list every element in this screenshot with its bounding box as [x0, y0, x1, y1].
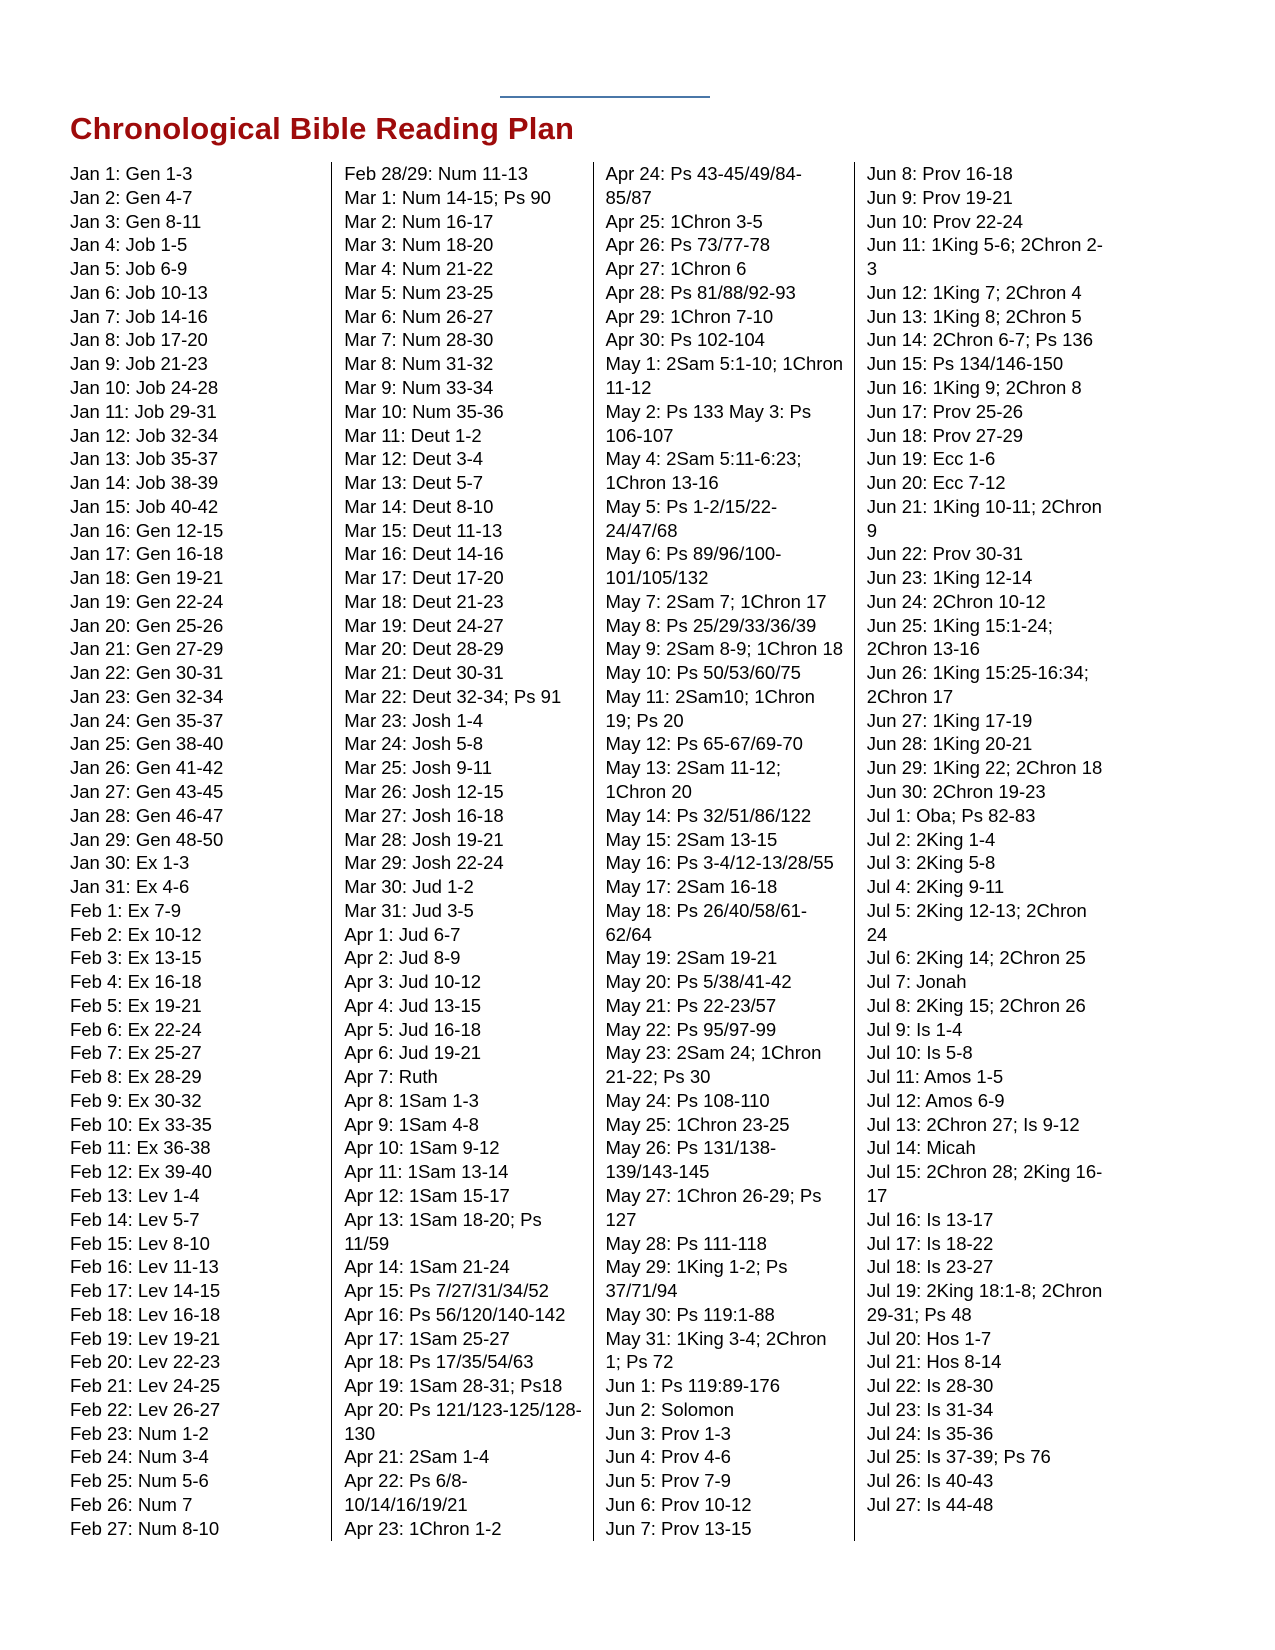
reading-plan-entry: May 22: Ps 95/97-99 [605, 1018, 777, 1040]
reading-plan-entry: Jul 12: Amos 6-9 [866, 1089, 1005, 1111]
reading-plan-entry: Jan 10: Job 24-28 [70, 376, 219, 398]
reading-plan-entry: Jul 10: Is 5-8 [866, 1042, 973, 1064]
reading-plan-entry: Jun 9: Prov 19-21 [866, 186, 1013, 208]
reading-plan-entry: Mar 8: Num 31-32 [344, 353, 494, 375]
reading-plan-entry: Mar 17: Deut 17-20 [344, 567, 504, 589]
reading-plan-entry: Feb 22: Lev 26-27 [70, 1398, 221, 1420]
reading-plan-entry: Jul 19: 2King 18:1-8; 2Chron 29-31; Ps 48 [866, 1280, 1108, 1325]
reading-plan-entry: Jan 26: Gen 41-42 [70, 757, 224, 779]
reading-plan-entry: Jan 3: Gen 8-11 [70, 210, 202, 232]
reading-plan-entry: Jul 15: 2Chron 28; 2King 16-17 [866, 1161, 1103, 1207]
reading-plan-entry: Jun 30: 2Chron 19-23 [866, 781, 1046, 802]
reading-plan-entry: Jul 8: 2King 15; 2Chron 26 [866, 994, 1086, 1016]
reading-plan-entry: Jan 29: Gen 48-50 [70, 828, 224, 850]
reading-plan-entry: May 29: 1King 1-2; Ps 37/71/94 [605, 1256, 793, 1302]
reading-plan-entry: Apr 27: 1Chron 6 [605, 258, 747, 280]
reading-plan-entry: Jun 2: Solomon [605, 1398, 735, 1420]
reading-plan-entry: Mar 2: Num 16-17 [344, 210, 494, 232]
reading-plan-entry: May 23: 2Sam 24; 1Chron 21-22; Ps 30 [605, 1042, 827, 1088]
reading-plan-entry: Apr 3: Jud 10-12 [344, 971, 482, 993]
reading-plan-columns [70, 162, 1115, 1540]
reading-plan-entry: Jul 14: Micah [866, 1137, 976, 1159]
reading-plan-entry: Jan 1: Gen 1-3 [70, 163, 193, 185]
reading-plan-entry: Apr 29: 1Chron 7-10 [605, 305, 774, 327]
reading-plan-entry: Feb 27: Num 8-10 [70, 1517, 220, 1539]
reading-plan-entry: Jul 2: 2King 1-4 [866, 828, 996, 850]
reading-plan-entry: Jul 1: Oba; Ps 82-83 [866, 804, 1036, 826]
reading-plan-entry: Jun 10: Prov 22-24 [866, 210, 1024, 232]
reading-plan-entry: Apr 25: 1Chron 3-5 [605, 210, 763, 232]
reading-plan-entry: May 20: Ps 5/38/41-42 [605, 971, 792, 993]
reading-plan-entry: Apr 28: Ps 81/88/92-93 [605, 281, 796, 303]
reading-plan-entry: Apr 17: 1Sam 25-27 [344, 1327, 510, 1349]
reading-plan-entry: Apr 8: 1Sam 1-3 [344, 1089, 479, 1111]
reading-plan-entry: Feb 26: Num 7 [70, 1493, 193, 1515]
reading-plan-entry: Jul 4: 2King 9-11 [866, 876, 1005, 898]
reading-plan-entry: Jul 22: Is 28-30 [866, 1375, 994, 1397]
reading-plan-entry: Jan 31: Ex 4-6 [70, 876, 190, 898]
reading-plan-entry: Jun 3: Prov 1-3 [605, 1422, 731, 1444]
reading-plan-entry: Feb 8: Ex 28-29 [70, 1066, 202, 1088]
reading-plan-entry: Jan 28: Gen 46-47 [70, 804, 224, 826]
reading-plan-entry: May 30: Ps 119:1-88 [605, 1303, 775, 1325]
reading-plan-entry: Apr 16: Ps 56/120/140-142 [344, 1303, 566, 1325]
reading-plan-entry: Mar 4: Num 21-22 [344, 258, 494, 280]
reading-plan-entry: Apr 12: 1Sam 15-17 [344, 1185, 510, 1207]
reading-plan-entry: Jul 18: Is 23-27 [866, 1256, 994, 1278]
reading-plan-entry: May 11: 2Sam10; 1Chron 19; Ps 20 [605, 685, 821, 731]
reading-plan-entry: Jul 6: 2King 14; 2Chron 25 [866, 947, 1086, 969]
reading-plan-entry: Jul 25: Is 37-39; Ps 76 [866, 1446, 1051, 1468]
reading-plan-entry: Jan 12: Job 32-34 [70, 424, 219, 446]
reading-plan-entry: Jan 17: Gen 16-18 [70, 543, 224, 565]
reading-plan-entry: Jun 25: 1King 15:1-24; 2Chron 13-16 [866, 614, 1059, 660]
reading-plan-column-1 [70, 162, 331, 1540]
reading-plan-entry: Apr 15: Ps 7/27/31/34/52 [344, 1280, 549, 1302]
reading-plan-entry: Jun 16: 1King 9; 2Chron 8 [866, 376, 1082, 398]
reading-plan-entry: Mar 24: Josh 5-8 [344, 733, 484, 755]
reading-plan-entry: Mar 12: Deut 3-4 [344, 448, 484, 470]
reading-plan-entry: Apr 18: Ps 17/35/54/63 [344, 1351, 534, 1373]
reading-plan-entry: Jun 29: 1King 22; 2Chron 18 [866, 757, 1103, 779]
reading-plan-entry: Feb 7: Ex 25-27 [70, 1042, 202, 1064]
reading-plan-entry: Jun 22: Prov 30-31 [866, 543, 1024, 565]
reading-plan-entry: Mar 25: Josh 9-11 [344, 757, 492, 779]
reading-plan-entry: Apr 6: Jud 19-21 [344, 1042, 482, 1064]
reading-plan-entry: Jun 17: Prov 25-26 [866, 400, 1024, 422]
reading-plan-entry: Jul 5: 2King 12-13; 2Chron 24 [866, 899, 1092, 945]
reading-plan-entry: Apr 1: Jud 6-7 [344, 923, 461, 945]
reading-plan-entry: Feb 25: Num 5-6 [70, 1470, 209, 1492]
reading-plan-entry: May 10: Ps 50/53/60/75 [605, 662, 801, 684]
reading-plan-entry: Apr 7: Ruth [344, 1066, 438, 1088]
reading-plan-entry: Mar 16: Deut 14-16 [344, 543, 504, 565]
reading-plan-entry: Jun 20: Ecc 7-12 [866, 472, 1006, 494]
reading-plan-entry: Apr 10: 1Sam 9-12 [344, 1137, 500, 1159]
reading-plan-entry: Jun 28: 1King 20-21 [866, 733, 1033, 755]
reading-plan-entry: Feb 3: Ex 13-15 [70, 947, 202, 969]
reading-plan-entry: Jun 14: 2Chron 6-7; Ps 136 [866, 329, 1094, 351]
reading-plan-entry: Jan 13: Job 35-37 [70, 448, 219, 470]
reading-plan-entry: May 9: 2Sam 8-9; 1Chron 18 [605, 638, 844, 660]
reading-plan-entry: Jan 8: Job 17-20 [70, 329, 208, 351]
reading-plan-entry: Jun 11: 1King 5-6; 2Chron 2-3 [866, 234, 1103, 280]
reading-plan-entry: Jun 23: 1King 12-14 [866, 567, 1033, 589]
reading-plan-entry: Jan 4: Job 1-5 [70, 234, 188, 256]
reading-plan-entry: Jun 18: Prov 27-29 [866, 424, 1024, 446]
reading-plan-entry: Jun 15: Ps 134/146-150 [866, 353, 1064, 375]
reading-plan-entry: Feb 14: Lev 5-7 [70, 1208, 200, 1230]
reading-plan-entry: Apr 11: 1Sam 13-14 [344, 1161, 509, 1183]
reading-plan-entry: May 14: Ps 32/51/86/122 [605, 804, 812, 826]
reading-plan-entry: May 26: Ps 131/138-139/143-145 [605, 1137, 777, 1183]
reading-plan-entry: May 18: Ps 26/40/58/61-62/64 [605, 899, 808, 945]
reading-plan-entry: Mar 15: Deut 11-13 [344, 519, 503, 541]
reading-plan-entry: Jul 24: Is 35-36 [866, 1422, 994, 1444]
reading-plan-entry: Apr 13: 1Sam 18-20; Ps 11/59 [344, 1208, 547, 1254]
reading-plan-entry: Jun 19: Ecc 1-6 [866, 448, 996, 470]
reading-plan-entry: May 25: 1Chron 23-25 [605, 1113, 790, 1135]
reading-plan-entry: Jun 26: 1King 15:25-16:34; 2Chron 17 [866, 662, 1095, 707]
reading-plan-entry: Jan 19: Gen 22-24 [70, 590, 224, 612]
reading-plan-entry: May 15: 2Sam 13-15 [605, 828, 778, 850]
reading-plan-entry: May 31: 1King 3-4; 2Chron 1; Ps 72 [605, 1327, 832, 1373]
reading-plan-column-3 [593, 162, 854, 1540]
reading-plan-entry: Mar 23: Josh 1-4 [344, 709, 484, 731]
reading-plan-entry: Feb 13: Lev 1-4 [70, 1185, 200, 1207]
reading-plan-entry: Jul 13: 2Chron 27; Is 9-12 [866, 1113, 1080, 1135]
reading-plan-entry: Mar 14: Deut 8-10 [344, 495, 494, 517]
reading-plan-entry: Jul 23: Is 31-34 [866, 1398, 994, 1420]
header-rule [500, 96, 710, 98]
reading-plan-entry: Apr 26: Ps 73/77-78 [605, 234, 771, 256]
reading-plan-entry: May 19: 2Sam 19-21 [605, 947, 778, 969]
reading-plan-entry: Mar 1: Num 14-15; Ps 90 [344, 186, 551, 208]
reading-plan-entry: Jun 6: Prov 10-12 [605, 1493, 752, 1515]
reading-plan-entry: Jan 5: Job 6-9 [70, 258, 188, 280]
reading-plan-entry: Mar 11: Deut 1-2 [344, 424, 482, 446]
reading-plan-entry: Jan 2: Gen 4-7 [70, 186, 193, 208]
reading-plan-entry: May 4: 2Sam 5:11-6:23; 1Chron 13-16 [605, 448, 807, 494]
reading-plan-entry: Mar 28: Josh 19-21 [344, 828, 504, 850]
reading-plan-entry: Mar 31: Jud 3-5 [344, 899, 474, 921]
reading-plan-entry: Jun 5: Prov 7-9 [605, 1470, 731, 1492]
reading-plan-entry: Jan 15: Job 40-42 [70, 495, 219, 517]
reading-plan-entry: Feb 11: Ex 36-38 [70, 1137, 211, 1159]
reading-plan-entry: May 1: 2Sam 5:1-10; 1Chron 11-12 [605, 353, 849, 398]
reading-plan-entry: May 24: Ps 108-110 [605, 1089, 770, 1111]
reading-plan-entry: Mar 21: Deut 30-31 [344, 662, 504, 684]
reading-plan-entry: Jun 24: 2Chron 10-12 [866, 590, 1046, 612]
reading-plan-entry: Jun 12: 1King 7; 2Chron 4 [866, 281, 1082, 303]
reading-plan-entry: Feb 9: Ex 30-32 [70, 1089, 202, 1111]
reading-plan-entry: Apr 20: Ps 121/123-125/128-130 [344, 1398, 582, 1444]
reading-plan-entry: Feb 16: Lev 11-13 [70, 1256, 219, 1278]
reading-plan-entry: May 6: Ps 89/96/100-101/105/132 [605, 543, 782, 589]
reading-plan-entry: Feb 1: Ex 7-9 [70, 899, 182, 921]
reading-plan-entry: Jan 7: Job 14-16 [70, 305, 208, 327]
reading-plan-entry: Jan 9: Job 21-23 [70, 353, 208, 375]
reading-plan-entry: Jan 6: Job 10-13 [70, 281, 208, 303]
reading-plan-entry: Feb 23: Num 1-2 [70, 1422, 209, 1444]
reading-plan-entry: May 16: Ps 3-4/12-13/28/55 [605, 852, 834, 874]
reading-plan-entry: Mar 27: Josh 16-18 [344, 804, 504, 826]
reading-plan-entry: May 28: Ps 111-118 [605, 1232, 767, 1254]
reading-plan-entry: Jul 3: 2King 5-8 [866, 852, 996, 874]
reading-plan-entry: Apr 14: 1Sam 21-24 [344, 1256, 510, 1278]
reading-plan-entry: Feb 2: Ex 10-12 [70, 923, 202, 945]
reading-plan-entry: Mar 18: Deut 21-23 [344, 590, 504, 612]
reading-plan-entry: Mar 30: Jud 1-2 [344, 876, 474, 898]
reading-plan-entry: Jun 7: Prov 13-15 [605, 1517, 752, 1539]
reading-plan-entry: Jun 21: 1King 10-11; 2Chron 9 [866, 495, 1108, 541]
reading-plan-entry: Jun 13: 1King 8; 2Chron 5 [866, 305, 1082, 327]
reading-plan-entry: Jul 27: Is 44-48 [866, 1493, 994, 1515]
reading-plan-entry: Jan 14: Job 38-39 [70, 472, 219, 494]
reading-plan-column-2 [331, 162, 592, 1540]
reading-plan-entry: Apr 19: 1Sam 28-31; Ps18 [344, 1375, 563, 1397]
reading-plan-entry: Apr 2: Jud 8-9 [344, 947, 461, 969]
reading-plan-entry: Feb 6: Ex 22-24 [70, 1018, 202, 1040]
reading-plan-entry: May 2: Ps 133 May 3: Ps 106-107 [605, 400, 817, 446]
reading-plan-entry: Feb 21: Lev 24-25 [70, 1375, 221, 1397]
reading-plan-entry: Feb 17: Lev 14-15 [70, 1280, 221, 1302]
reading-plan-entry: Jul 26: Is 40-43 [866, 1470, 994, 1492]
reading-plan-entry: Apr 4: Jud 13-15 [344, 994, 482, 1016]
reading-plan-entry: Apr 24: Ps 43-45/49/84-85/87 [605, 163, 802, 208]
reading-plan-entry: Jan 23: Gen 32-34 [70, 685, 224, 707]
reading-plan-entry: May 8: Ps 25/29/33/36/39 [605, 614, 817, 636]
reading-plan-entry: Jun 1: Ps 119:89-176 [605, 1375, 781, 1397]
reading-plan-entry: Jul 20: Hos 1-7 [866, 1327, 992, 1349]
reading-plan-entry: Feb 28/29: Num 11-13 [344, 163, 528, 185]
reading-plan-entry: Jul 9: Is 1-4 [866, 1018, 963, 1040]
reading-plan-entry: Jan 25: Gen 38-40 [70, 733, 224, 755]
reading-plan-entry: Jan 22: Gen 30-31 [70, 662, 224, 684]
reading-plan-entry: Jan 27: Gen 43-45 [70, 781, 224, 802]
page-title: Chronological Bible Reading Plan [70, 111, 575, 146]
reading-plan-entry: Apr 9: 1Sam 4-8 [344, 1113, 479, 1135]
reading-plan-entry: Feb 19: Lev 19-21 [70, 1327, 221, 1349]
reading-plan-entry: Jun 4: Prov 4-6 [605, 1446, 731, 1468]
reading-plan-entry: Mar 20: Deut 28-29 [344, 638, 504, 660]
reading-plan-entry: Mar 9: Num 33-34 [344, 376, 494, 398]
reading-plan-entry: Feb 10: Ex 33-35 [70, 1113, 212, 1135]
reading-plan-entry: May 5: Ps 1-2/15/22-24/47/68 [605, 495, 778, 541]
reading-plan-entry: Feb 15: Lev 8-10 [70, 1232, 210, 1254]
reading-plan-entry: Feb 12: Ex 39-40 [70, 1161, 212, 1183]
reading-plan-entry: Mar 29: Josh 22-24 [344, 852, 504, 874]
reading-plan-entry: Apr 23: 1Chron 1-2 [344, 1517, 502, 1539]
reading-plan-entry: Mar 5: Num 23-25 [344, 281, 494, 303]
reading-plan-entry: Jul 7: Jonah [866, 971, 967, 993]
reading-plan-entry: Jul 16: Is 13-17 [866, 1208, 994, 1230]
reading-plan-entry: Mar 7: Num 28-30 [344, 329, 494, 351]
reading-plan-entry: Feb 4: Ex 16-18 [70, 971, 202, 993]
reading-plan-entry: Jun 27: 1King 17-19 [866, 709, 1033, 731]
reading-plan-entry: Apr 30: Ps 102-104 [605, 329, 765, 351]
reading-plan-entry: Mar 26: Josh 12-15 [344, 781, 504, 802]
reading-plan-entry: Feb 20: Lev 22-23 [70, 1351, 221, 1373]
reading-plan-entry: Feb 18: Lev 16-18 [70, 1303, 221, 1325]
reading-plan-entry: Mar 19: Deut 24-27 [344, 614, 504, 636]
reading-plan-entry: Mar 6: Num 26-27 [344, 305, 494, 327]
reading-plan-entry: Feb 5: Ex 19-21 [70, 994, 202, 1016]
reading-plan-entry: May 12: Ps 65-67/69-70 [605, 733, 803, 755]
reading-plan-entry: Jan 11: Job 29-31 [70, 400, 217, 422]
reading-plan-entry: Mar 22: Deut 32-34; Ps 91 [344, 685, 562, 707]
reading-plan-entry: Jan 24: Gen 35-37 [70, 709, 224, 731]
reading-plan-entry: May 17: 2Sam 16-18 [605, 876, 778, 898]
reading-plan-entry: Mar 13: Deut 5-7 [344, 472, 484, 494]
reading-plan-entry: Feb 24: Num 3-4 [70, 1446, 209, 1468]
reading-plan-entry: Apr 21: 2Sam 1-4 [344, 1446, 490, 1468]
reading-plan-entry: Apr 22: Ps 6/8-10/14/16/19/21 [344, 1470, 468, 1515]
reading-plan-entry: Mar 3: Num 18-20 [344, 234, 494, 256]
reading-plan-column-4 [854, 162, 1115, 1540]
reading-plan-entry: May 21: Ps 22-23/57 [605, 994, 777, 1016]
reading-plan-entry: Jan 21: Gen 27-29 [70, 638, 224, 660]
reading-plan-entry: Jan 20: Gen 25-26 [70, 614, 224, 636]
reading-plan-entry: Jun 8: Prov 16-18 [866, 163, 1013, 185]
reading-plan-entry: Jan 30: Ex 1-3 [70, 852, 190, 874]
reading-plan-entry: Jul 11: Amos 1-5 [866, 1066, 1004, 1088]
reading-plan-entry: May 27: 1Chron 26-29; Ps 127 [605, 1185, 827, 1230]
reading-plan-entry: Jan 16: Gen 12-15 [70, 519, 224, 541]
reading-plan-entry: Mar 10: Num 35-36 [344, 400, 504, 422]
reading-plan-entry: May 7: 2Sam 7; 1Chron 17 [605, 590, 827, 612]
reading-plan-entry: May 13: 2Sam 11-12; 1Chron 20 [605, 757, 787, 802]
reading-plan-entry: Jul 17: Is 18-22 [866, 1232, 994, 1254]
reading-plan-entry: Jul 21: Hos 8-14 [866, 1351, 1002, 1373]
reading-plan-entry: Jan 18: Gen 19-21 [70, 567, 224, 589]
reading-plan-entry: Apr 5: Jud 16-18 [344, 1018, 482, 1040]
